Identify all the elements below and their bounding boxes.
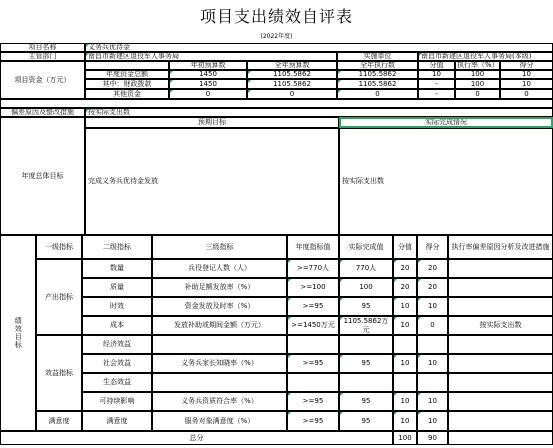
ind-score[interactable]: 10 — [393, 354, 417, 373]
ind-l3: 补助足额发放率（%） — [152, 278, 287, 297]
impl-value[interactable]: 南昌市新建区退役军人事务局(本级) — [418, 52, 553, 61]
ind-got[interactable]: 0 — [417, 316, 448, 335]
funds-cell[interactable]: 1450 — [169, 70, 247, 79]
ind-header-l3: 三级指标 — [152, 235, 287, 259]
ind-actual[interactable]: 95 — [339, 297, 393, 316]
ind-note[interactable] — [448, 335, 553, 354]
ind-l3: 服务对象满意度（%） — [152, 411, 287, 431]
funds-cell[interactable]: 0 — [500, 89, 553, 99]
funds-cell[interactable]: 0 — [169, 89, 247, 99]
funds-label: 项目资金（万元） — [0, 61, 85, 99]
funds-cell[interactable]: 100 — [455, 79, 500, 89]
funds-row-name: 其中：财政拨款 — [85, 79, 169, 89]
ind-header-actual: 实际完成值 — [339, 235, 393, 259]
ind-note[interactable] — [448, 354, 553, 373]
ind-l3: 资金发放及时率（%） — [152, 297, 287, 316]
funds-header-annual: 全年预算数 — [247, 61, 337, 70]
funds-cell[interactable]: 10 — [418, 70, 455, 79]
ind-target[interactable]: >=95 — [287, 411, 339, 431]
funds-cell[interactable]: - — [418, 79, 455, 89]
ind-note[interactable] — [448, 278, 553, 297]
funds-cell[interactable]: 0 — [455, 89, 500, 99]
project-name-label: 项目名称 — [0, 43, 85, 52]
dept-label: 主管部门 — [0, 52, 85, 61]
funds-cell[interactable]: 0 — [247, 89, 337, 99]
ind-score[interactable] — [393, 373, 417, 392]
ind-target[interactable]: >=95 — [287, 392, 339, 411]
ind-l2: 可持续影响 — [82, 392, 152, 411]
funds-cell[interactable]: 1105.5862 — [337, 79, 418, 89]
funds-header-blank — [85, 61, 169, 70]
ind-got[interactable]: 10 — [417, 297, 448, 316]
ind-note[interactable] — [448, 392, 553, 411]
funds-header-executed: 全年执行数 — [337, 61, 418, 70]
ind-note[interactable] — [448, 259, 553, 278]
ind-note[interactable] — [448, 297, 553, 316]
satisfaction-indicator-label: 满意度 — [36, 411, 82, 431]
funds-cell[interactable]: - — [418, 89, 455, 99]
ind-got[interactable]: 10 — [417, 354, 448, 373]
output-indicator-label: 产出指标 — [36, 259, 82, 335]
ind-score[interactable]: 10 — [393, 316, 417, 335]
deviation-label: 偏差原因及整改措施 — [0, 108, 85, 117]
perf-target-side-text: 绩效目标 — [14, 317, 23, 349]
ind-score[interactable]: 20 — [393, 278, 417, 297]
ind-got[interactable]: 10 — [417, 392, 448, 411]
ind-header-got: 得分 — [417, 235, 448, 259]
funds-cell[interactable]: 1105.5862 — [337, 70, 418, 79]
funds-cell[interactable]: 10 — [500, 70, 553, 79]
expected-goal-header: 预期目标 — [85, 117, 339, 128]
impl-label: 实施单位 — [337, 52, 418, 61]
ind-actual[interactable]: 95 — [339, 392, 393, 411]
ind-note[interactable] — [448, 373, 553, 392]
ind-l2: 质量 — [82, 278, 152, 297]
ind-score[interactable]: 10 — [393, 392, 417, 411]
ind-l2: 数量 — [82, 259, 152, 278]
dept-value[interactable]: 南昌市新建区退役军人事务局 — [85, 52, 337, 61]
ind-got[interactable] — [417, 373, 448, 392]
page-title: 项目支出绩效自评表 — [199, 7, 353, 26]
funds-row-name: 其他资金 — [85, 89, 169, 99]
ind-got[interactable]: 10 — [417, 411, 448, 431]
ind-note[interactable] — [448, 411, 553, 431]
funds-header-score: 分值 — [418, 61, 455, 70]
funds-cell[interactable]: 1105.5862 — [247, 70, 337, 79]
ind-header-score: 分值 — [393, 235, 417, 259]
ind-target[interactable]: >=95 — [287, 297, 339, 316]
benefit-indicator-label: 效益指标 — [36, 335, 82, 411]
ind-header-l1: 一级指标 — [36, 235, 82, 259]
funds-header-rate: 执行率（%） — [457, 61, 499, 70]
funds-header-initial: 年初预算数 — [169, 61, 247, 70]
total-got[interactable]: 90 — [417, 431, 448, 445]
ind-target[interactable]: >=95 — [287, 354, 339, 373]
ind-l2: 社会效益 — [82, 354, 152, 373]
ind-target[interactable]: >=770人 — [287, 259, 339, 278]
funds-header-got: 得分 — [500, 61, 553, 70]
ind-score[interactable]: 10 — [393, 411, 417, 431]
ind-actual[interactable]: 95 — [339, 354, 393, 373]
ind-actual[interactable]: 95 — [339, 411, 393, 431]
actual-goal-text[interactable]: 按实际支出数 — [339, 128, 553, 235]
expected-goal-text[interactable]: 完成义务兵优待金发放 — [85, 128, 339, 235]
ind-actual[interactable]: 1105.5862万元 — [339, 316, 393, 335]
ind-l2: 成本 — [82, 316, 152, 335]
ind-l3 — [152, 335, 287, 354]
ind-got[interactable]: 20 — [417, 278, 448, 297]
ind-actual[interactable]: 100 — [339, 278, 393, 297]
ind-note[interactable]: 按实际支出数 — [448, 316, 553, 335]
ind-target[interactable]: >=100 — [287, 278, 339, 297]
ind-score[interactable]: 20 — [393, 259, 417, 278]
ind-header-note: 执行率偏差原因分析及改进措施 — [448, 235, 553, 259]
ind-header-target: 年度指标值 — [287, 235, 339, 259]
funds-cell[interactable]: 100 — [455, 70, 500, 79]
ind-got[interactable] — [417, 335, 448, 354]
ind-l2: 时效 — [82, 297, 152, 316]
ind-target[interactable] — [287, 335, 339, 354]
ind-target[interactable] — [287, 373, 339, 392]
ind-target[interactable]: >=1450万元 — [287, 316, 339, 335]
ind-l2: 经济效益 — [82, 335, 152, 354]
ind-actual[interactable] — [339, 335, 393, 354]
ind-got[interactable]: 20 — [417, 259, 448, 278]
total-label: 总分 — [0, 431, 393, 445]
project-name-value[interactable]: 义务兵优待金 — [85, 43, 553, 52]
ind-l3: 义务兵资质符合率（%） — [152, 392, 287, 411]
funds-row-name: 年度资金总额 — [85, 70, 169, 79]
ind-actual[interactable]: 770人 — [339, 259, 393, 278]
ind-l3 — [152, 373, 287, 392]
year-label: (2022年度) — [260, 33, 293, 40]
ind-l3: 义务兵家长知晓率（%） — [152, 354, 287, 373]
ind-actual[interactable] — [339, 373, 393, 392]
ind-l3: 兵役登记人数（人） — [152, 259, 287, 278]
perf-target-side-label — [0, 235, 36, 431]
ind-l2: 满意度 — [82, 411, 152, 431]
spacer-row — [0, 99, 553, 108]
total-score[interactable]: 100 — [393, 431, 417, 445]
ind-header-l2: 二级指标 — [82, 235, 152, 259]
total-note[interactable] — [448, 431, 553, 445]
ind-l3: 发放补助或期间金额（万元） — [152, 316, 287, 335]
actual-goal-header[interactable]: 实际完成情况 — [339, 117, 553, 128]
funds-cell[interactable]: 0 — [337, 89, 418, 99]
annual-goal-label: 年度总体目标 — [0, 117, 85, 235]
ind-l2: 生态效益 — [82, 373, 152, 392]
funds-cell[interactable]: 1105.5862 — [247, 79, 337, 89]
ind-score[interactable]: 10 — [393, 297, 417, 316]
funds-cell[interactable]: 10 — [500, 79, 553, 89]
ind-score[interactable] — [393, 335, 417, 354]
deviation-value[interactable]: 按实际支出数 — [85, 108, 553, 117]
funds-cell[interactable]: 1450 — [169, 79, 247, 89]
